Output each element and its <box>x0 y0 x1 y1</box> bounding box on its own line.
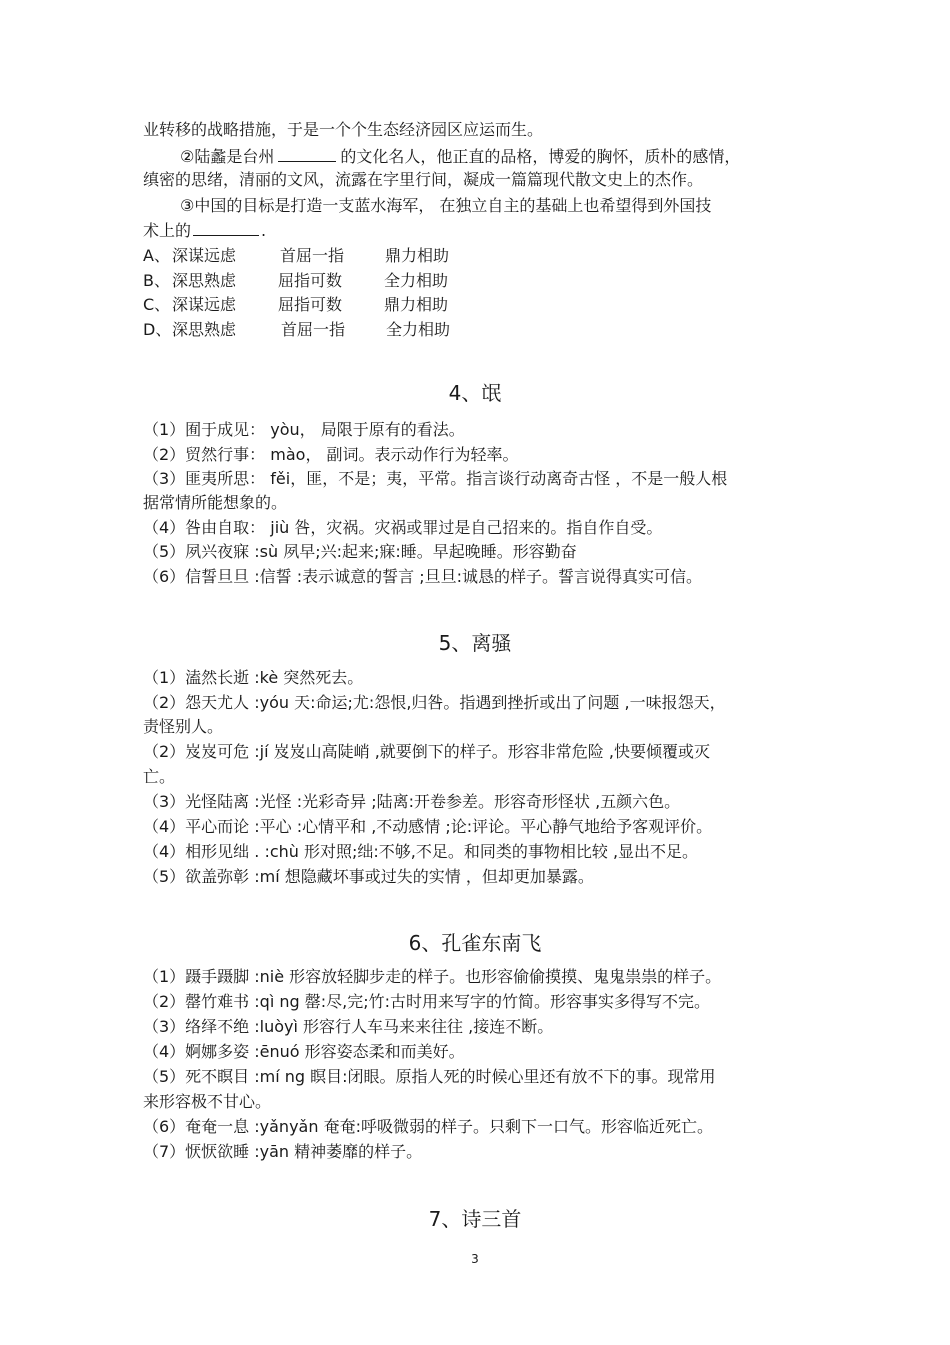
item2-before: ②陆蠡是台州 <box>180 147 275 166</box>
list-item: （4）咎由自取： jiù 咎，灾祸。灾祸或罪过是自己招来的。指自作自受。 <box>143 518 663 537</box>
list-item: （3）匪夷所思： fěi，匪，不是；夷，平常。指言谈行动离奇古怪 ，不是一般人根 <box>143 469 728 488</box>
list-item: （3）络绎不绝 :luòyì 形容行人车马来来往往 ,接连不断。 <box>143 1017 554 1036</box>
option-choice-3: 全力相助 <box>386 320 451 339</box>
question-item-2 <box>180 146 740 167</box>
option-choice-3: 鼎力相助 <box>385 246 450 265</box>
list-item: 亡。 <box>143 767 176 786</box>
option-choice-2: 首屈一指 <box>280 246 345 265</box>
list-item: （2）贸然行事： mào， 副词。表示动作行为轻率。 <box>143 445 519 464</box>
item3-before: 术上的 <box>143 221 192 240</box>
list-item: 来形容极不甘心。 <box>143 1092 272 1111</box>
list-item: （4）相形见绌 . :chù 形对照;绌:不够,不足。和同类的事物相比较 ,显出不足。 <box>143 842 699 861</box>
question-item-2-line-2: 缜密的思绪，清丽的文风，流露在字里行间，凝成一篇篇现代散文史上的杰作。 <box>143 170 704 189</box>
list-item: （1）囿于成见： yòu， 局限于原有的看法。 <box>143 420 465 439</box>
answer-blank <box>193 220 259 236</box>
list-item: （1）蹑手蹑脚 :niè 形容放轻脚步走的样子。也形容偷偷摸摸、鬼鬼祟祟的样子。 <box>143 967 722 986</box>
option-choice-1: 深谋远虑 <box>172 246 237 265</box>
option-choice-3: 全力相助 <box>384 271 449 290</box>
section-heading-5: 5、离骚 <box>438 631 512 655</box>
list-item: （4）婀娜多姿 :ēnuó 形容姿态柔和而美好。 <box>143 1042 465 1061</box>
item3-after: . <box>261 221 267 240</box>
list-item: （6）信誓旦旦 :信誓 :表示诚意的誓言 ;旦旦:诚恳的样子。誓言说得真实可信。 <box>143 567 703 586</box>
option-choice-1: 深思熟虑 <box>172 320 237 339</box>
option-letter: B、 <box>143 271 170 290</box>
section-heading-7: 7、诗三首 <box>428 1207 522 1231</box>
list-item: 据常情所能想象的。 <box>143 493 288 512</box>
option-choice-2: 屈指可数 <box>278 271 343 290</box>
list-item: （5）死不瞑目 :mí ng 瞑目:闭眼。原指人死的时候心里还有放不下的事。现常用 <box>143 1067 716 1086</box>
option-choice-1: 深谋远虑 <box>172 295 237 314</box>
option-choice-3: 鼎力相助 <box>384 295 449 314</box>
option-choice-2: 首屈一指 <box>281 320 346 339</box>
item2-after: 的文化名人，他正直的品格，博爱的胸怀，质朴的感情， <box>340 147 741 166</box>
option-choice-1: 深思熟虑 <box>172 271 237 290</box>
list-item: （5）欲盖弥彰 :mí 想隐藏坏事或过失的实情 ，但却更加暴露。 <box>143 867 594 886</box>
section-heading-6: 6、孔雀东南飞 <box>408 931 542 955</box>
list-item: （3）光怪陆离 :光怪 :光彩奇异 ;陆离:开卷参差。形容奇形怪状 ,五颜六色。 <box>143 792 681 811</box>
list-item: （5）夙兴夜寐 :sù 夙早;兴:起来;寐:睡。早起晚睡。形容勤奋 <box>143 542 577 561</box>
list-item: （2）罄竹难书 :qì ng 罄:尽,完;竹:古时用来写字的竹简。形容事实多得写不完。 <box>143 992 710 1011</box>
list-item: （2）岌岌可危 :jí 岌岌山高陡峭 ,就要倒下的样子。形容非常危险 ,快要倾覆或灭 <box>143 742 710 761</box>
list-item: （7）恹恹欲睡 :yān 精神萎靡的样子。 <box>143 1142 423 1161</box>
list-item: （4）平心而论 :平心 :心情平和 ,不动感情 ;论:评论。平心静气地给予客观评价。 <box>143 817 713 836</box>
option-choice-2: 屈指可数 <box>278 295 343 314</box>
question-intro: 业转移的战略措施，于是一个个生态经济园区应运而生。 <box>143 120 544 139</box>
option-letter: C、 <box>143 295 171 314</box>
question-item-3-line-2 <box>143 220 266 241</box>
option-letter: D、 <box>143 320 172 339</box>
option-letter: A、 <box>143 246 170 265</box>
page-number: 3 <box>471 1252 479 1266</box>
section-heading-4: 4、氓 <box>448 381 502 405</box>
question-item-3: ③中国的目标是打造一支蓝水海军， 在独立自主的基础上也希望得到外国技 <box>180 196 712 215</box>
list-item: （6）奄奄一息 :yǎnyǎn 奄奄:呼吸微弱的样子。只剩下一口气。形容临近死亡。 <box>143 1117 713 1136</box>
list-item: 责怪别人。 <box>143 717 224 736</box>
answer-blank <box>278 146 336 162</box>
list-item: （2）怨天尤人 :yóu 天:命运;尤:怨恨,归咎。指遇到挫折或出了问题 ,一味报怨天， <box>143 693 726 712</box>
list-item: （1）溘然长逝 :kè 突然死去。 <box>143 668 364 687</box>
